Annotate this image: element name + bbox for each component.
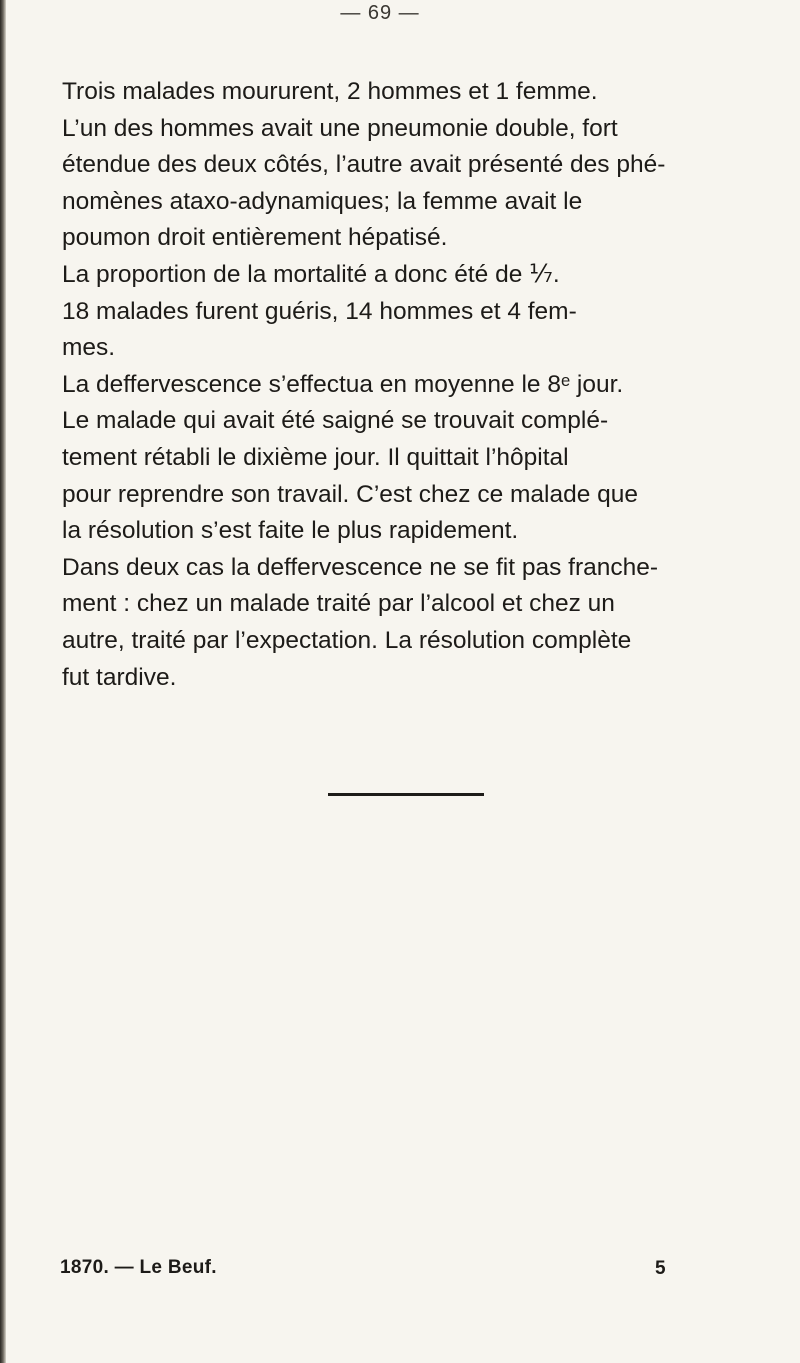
text-line: fut tardive. bbox=[62, 663, 177, 691]
text-line: nomènes ataxo-adynamiques; la femme avait le bbox=[62, 187, 583, 215]
page-binding-edge bbox=[0, 0, 6, 1363]
text-line: poumon droit entièrement hépatisé. bbox=[62, 224, 448, 252]
text-line: 18 malades furent guéris, 14 hommes et 4 fem- bbox=[62, 297, 577, 325]
section-rule bbox=[328, 793, 484, 796]
footer-sheet-mark: 5 bbox=[655, 1258, 666, 1279]
text-line: pour reprendre son travail. C’est chez ce malade que bbox=[62, 480, 639, 508]
text-line: la résolution s’est faite le plus rapidement. bbox=[62, 517, 519, 545]
page-number: — 69 — bbox=[340, 2, 420, 24]
text-line: Trois malades moururent, 2 hommes et 1 femme. bbox=[62, 78, 598, 105]
text-line: La deffervescence s’effectua en moyenne le 8ᵉ jour. bbox=[62, 370, 624, 398]
body-text bbox=[62, 74, 680, 696]
text-line: étendue des deux côtés, l’autre avait présenté des phé- bbox=[62, 151, 666, 179]
text-line: La proportion de la mortalité a donc été de ⅐. bbox=[62, 260, 560, 288]
text-line: Le malade qui avait été saigné se trouvait complé- bbox=[62, 407, 609, 435]
footer-signature: 1870. — Le Beuf. bbox=[60, 1257, 217, 1278]
text-line: tement rétabli le dixième jour. Il quittait l’hôpital bbox=[62, 443, 569, 471]
text-line: mes. bbox=[62, 334, 116, 362]
text-line: autre, traité par l’expectation. La résolution complète bbox=[62, 626, 632, 654]
text-line: ment : chez un malade traité par l’alcool et chez un bbox=[62, 590, 615, 618]
text-line: Dans deux cas la deffervescence ne se fit pas franche- bbox=[62, 553, 659, 581]
text-line: L’un des hommes avait une pneumonie double, fort bbox=[62, 114, 618, 142]
